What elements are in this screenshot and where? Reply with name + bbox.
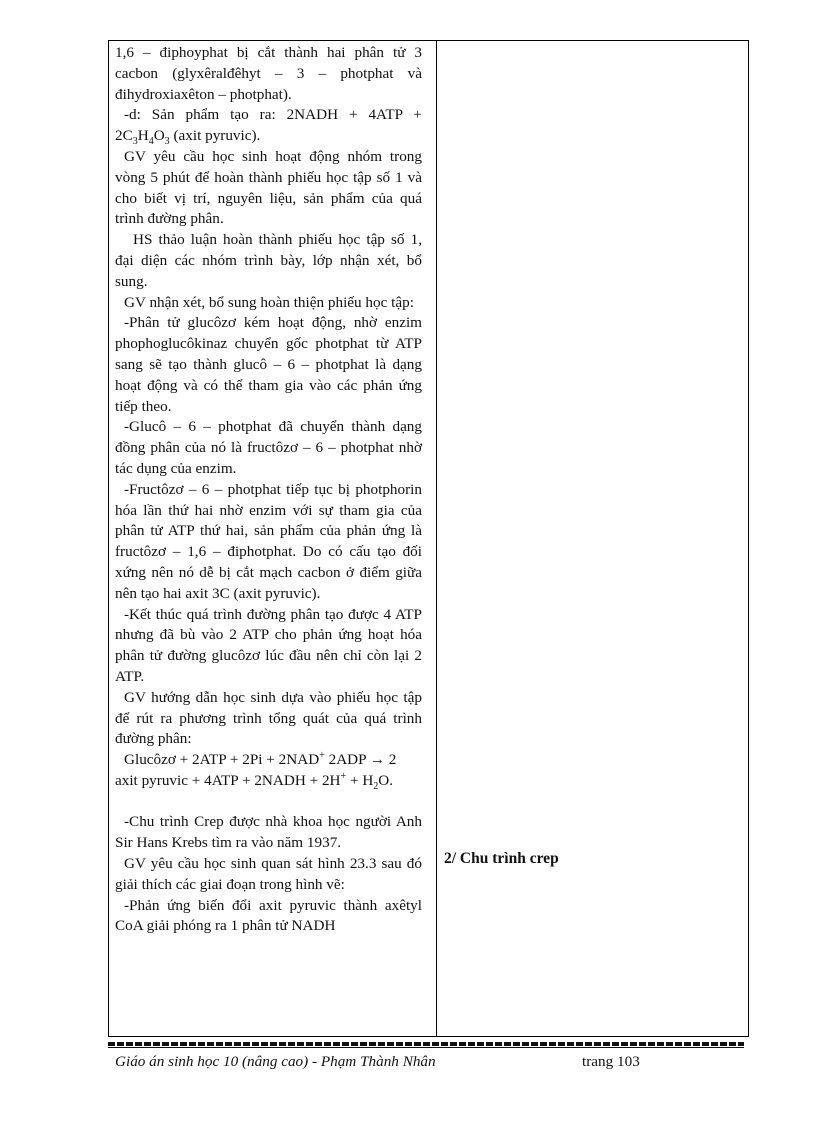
subscript: 2	[373, 780, 379, 792]
paragraph: HS thảo luận hoàn thành phiếu học tập số 1, đại diện các nhóm trình bày, lớp nhận xét, bổ sung.	[115, 231, 422, 290]
footer-rule-line	[108, 1047, 744, 1048]
left-column	[115, 43, 422, 937]
text: O	[153, 127, 165, 145]
paragraph: GV nhận xét, bổ sung hoàn thiện phiếu học tập:	[124, 293, 414, 311]
text: + H	[346, 771, 374, 789]
paragraph: -Glucô – 6 – photphat đã chuyển thành dạng đồng phân của nó là fructôzơ – 6 – photphat nhờ tác dụng của enzim.	[115, 418, 422, 477]
text: 2ADP → 2 axit pyruvic + 4ATP + 2NADH + 2H	[115, 751, 397, 789]
text: O.	[378, 771, 394, 789]
page-number: trang 103	[582, 1053, 640, 1070]
text: H	[137, 127, 149, 145]
paragraph: GV yêu cầu học sinh hoạt động nhóm trong vòng 5 phút để hoàn thành phiếu học tập số 1 và cho biết vị trí, nguyên liệu, sản phẩm của quá trình đường phân.	[115, 147, 422, 228]
subscript: 3	[132, 136, 138, 148]
superscript: +	[340, 770, 347, 782]
paragraph: -Fructôzơ – 6 – photphat tiếp tục bị photphorin hóa lần thứ hai nhờ enzim với sự tham gia của phân tử ATP thứ hai, sản phẩm của phản ứng là fructôzơ – 1,6 – điphotphat. Do có cấu tạo đối xứng nên nó dễ bị cắt mạch cacbon ở điểm giữa nên tạo hai axit 3C (axit pyruvic).	[115, 480, 422, 602]
footer-rule	[108, 1042, 744, 1046]
paragraph: GV yêu cầu học sinh quan sát hình 23.3 sau đó giải thích các giai đoạn trong hình vẽ:	[115, 855, 422, 893]
paragraph: -Phản ứng biến đổi axit pyruvic thành axêtyl CoA giải phóng ra 1 phân tử NADH	[115, 896, 422, 935]
footer-title: Giáo án sinh học 10 (nâng cao) - Phạm Thành Nhân	[115, 1053, 436, 1070]
text: Glucôzơ + 2ATP + 2Pi + 2NAD	[124, 751, 320, 769]
paragraph: 1,6 – điphoyphat bị cắt thành hai phân tử 3 cacbon (glyxêralđêhyt – 3 – photphat và đihydroxiaxêton – photphat).	[115, 44, 422, 103]
paragraph: -Chu trình Crep được nhà khoa học người Anh Sir Hans Krebs tìm ra vào năm 1937.	[115, 813, 422, 852]
text: -d: Sản phẩm tạo ra: 2NADH + 4ATP + 2C	[115, 106, 422, 145]
paragraph-products	[115, 105, 422, 147]
text: (axit pyruvic).	[169, 127, 261, 145]
superscript: +	[319, 750, 325, 762]
column-divider	[436, 41, 437, 1036]
right-column-heading: 2/ Chu trình crep	[444, 850, 559, 867]
paragraph: -Phân tử glucôzơ kém hoạt động, nhờ enzim phophoglucôkinaz chuyển gốc photphat từ ATP sang sẽ tạo thành glucô – 6 – photphat là dạng hoạt động và có thể tham gia vào các phản ứng tiếp theo.	[115, 314, 422, 415]
subscript: 4	[148, 136, 154, 148]
equation	[115, 750, 422, 792]
subscript: 3	[164, 136, 170, 148]
paragraph: GV hướng dẫn học sinh dựa vào phiếu học tập để rút ra phương trình tổng quát của quá trình đường phân:	[115, 688, 422, 748]
paragraph: -Kết thúc quá trình đường phân tạo được 4 ATP nhưng đã bù vào 2 ATP cho phản ứng hoạt hóa phân tử đường glucôzơ lúc đầu nên chỉ còn lại 2 ATP.	[115, 605, 422, 685]
lesson-table	[108, 40, 749, 1037]
